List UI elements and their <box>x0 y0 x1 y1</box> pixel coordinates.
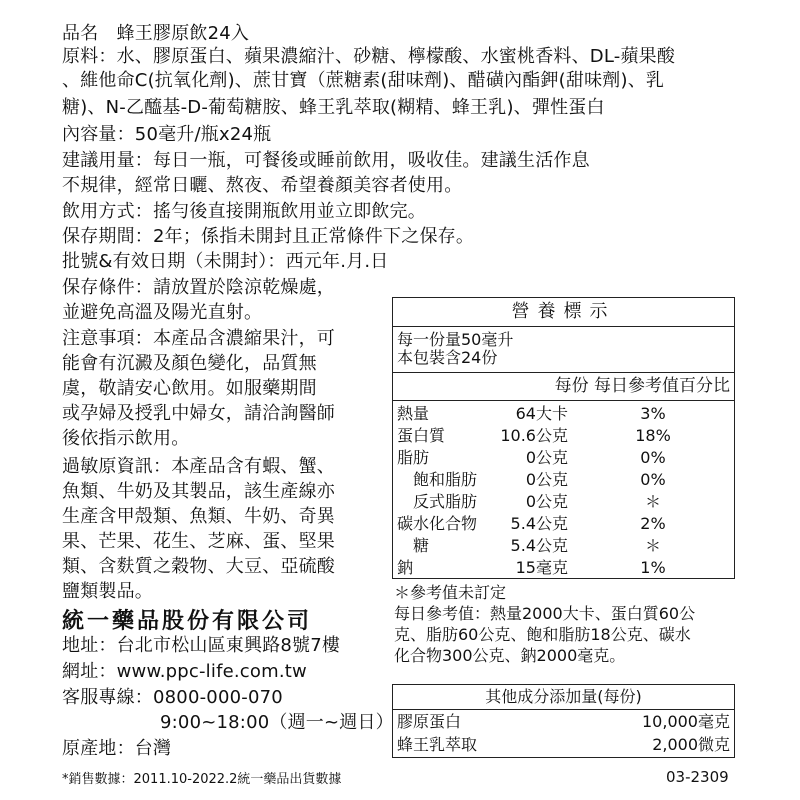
nutrition-panel <box>392 297 735 579</box>
ingredient-name: 蜂王乳萃取 <box>397 735 478 754</box>
nutrient-percent: ＊ <box>644 536 661 555</box>
notice-line-2: 能會有沉澱及顏色變化，品質無 <box>62 353 317 374</box>
nutrient-percent: ＊ <box>644 492 661 511</box>
ingredients-line-2: 、維他命C(抗氧化劑)、蔗甘寶（蔗糖素(甜味劑)、醋磺內酯鉀(甜味劑)、乳 <box>62 70 665 91</box>
nutrition-row <box>393 469 734 491</box>
nutrient-value: 0公克 <box>525 492 568 511</box>
notice-line-5: 後依指示飲用。 <box>62 428 190 449</box>
allergen-line-6: 鹽類製品。 <box>62 581 153 602</box>
nutrition-title: 營養標示 <box>393 298 734 327</box>
allergen-line-2: 魚類、牛奶及其製品，該生產線亦 <box>62 481 335 502</box>
product-code: 03-2309 <box>666 768 729 786</box>
nutrient-name: 糖 <box>397 536 430 555</box>
usage-line-2: 不規律，經常日曬、熬夜、希望養顏美容者使用。 <box>62 175 463 196</box>
nutrient-name: 反式脂肪 <box>397 492 478 511</box>
nutrient-percent: 1% <box>640 558 666 577</box>
allergen-line-4: 果、芒果、花生、芝麻、蛋、堅果 <box>62 531 335 552</box>
storage-line-1: 保存條件：請放置於陰涼乾燥處， <box>62 277 335 298</box>
nutrient-value: 0公克 <box>525 448 568 467</box>
website-text: 網址：www.ppc-life.com.tw <box>62 661 307 682</box>
nutrient-name: 蛋白質 <box>397 426 446 445</box>
nutrition-column-header: 每份 每日參考值百分比 <box>393 373 734 401</box>
nutrient-name: 脂肪 <box>397 448 430 467</box>
nutrition-row <box>393 491 734 513</box>
ingredient-name: 膠原蛋白 <box>397 712 462 731</box>
ingredient-amount: 2,000微克 <box>652 735 730 754</box>
servings-per-pack: 本包裝含24份 <box>397 348 498 367</box>
shelf-life-text: 保存期間：2年；係指未開封且正常條件下之保存。 <box>62 226 475 247</box>
nutrition-row <box>393 557 734 579</box>
ingredients-line-3: 糖)、N-乙醯基-D-葡萄糖胺、蜂王乳萃取(糊精、蜂王乳)、彈性蛋白 <box>62 97 605 118</box>
serving-info <box>393 327 734 373</box>
storage-line-2: 並避免高溫及陽光直射。 <box>62 302 263 323</box>
ingredient-amount: 10,000毫克 <box>642 712 730 731</box>
daily-reference-line-3: 化合物300公克、鈉2000毫克。 <box>394 646 626 665</box>
nutrient-value: 5.4公克 <box>510 536 568 555</box>
nutrient-value: 15毫克 <box>515 558 568 577</box>
nutrition-row <box>393 513 734 535</box>
hotline-text: 客服專線：0800-000-070 <box>62 687 283 708</box>
reference-note: ＊參考值未訂定 <box>394 583 507 602</box>
nutrient-percent: 2% <box>640 514 666 533</box>
allergen-line-3: 生產含甲殼類、魚類、牛奶、奇異 <box>62 506 335 527</box>
allergen-line-1: 過敏原資訊：本產品含有蝦、蟹、 <box>62 456 335 477</box>
other-ingredient-row <box>393 733 734 756</box>
nutrient-percent: 18% <box>635 426 671 445</box>
nutrient-value: 64大卡 <box>515 404 568 423</box>
nutrient-name: 熱量 <box>397 404 430 423</box>
nutrient-percent: 0% <box>640 448 666 467</box>
batch-text: 批號&有效日期（未開封）：西元年.月.日 <box>62 251 389 272</box>
daily-reference-line-1: 每日參考值：熱量2000大卡、蛋白質60公 <box>394 604 696 623</box>
nutrition-row <box>393 403 734 425</box>
address-text: 地址：台北市松山區東興路8號7樓 <box>62 635 341 656</box>
daily-reference-line-2: 克、脂肪60公克、飽和脂肪18公克、碳水 <box>394 625 691 644</box>
nutrient-name: 碳水化合物 <box>397 514 478 533</box>
sales-note: *銷售數據：2011.10-2022.2統一藥品出貨數據 <box>62 772 342 787</box>
nutrient-value: 10.6公克 <box>500 426 568 445</box>
serving-size: 每一份量50毫升 <box>397 330 514 349</box>
volume-text: 內容量：50毫升/瓶x24瓶 <box>62 124 272 145</box>
nutrient-value: 0公克 <box>525 470 568 489</box>
nutrition-row <box>393 535 734 557</box>
notice-line-4: 或孕婦及授乳中婦女，請洽詢醫師 <box>62 403 335 424</box>
origin-text: 原產地：台灣 <box>62 738 172 759</box>
nutrition-row <box>393 425 734 447</box>
method-text: 飲用方式：搖勻後直接開瓶飲用並立即飲完。 <box>62 201 426 222</box>
ingredients-line-1: 原料：水、膠原蛋白、蘋果濃縮汁、砂糖、檸檬酸、水蜜桃香料、DL-蘋果酸 <box>62 46 676 67</box>
product-name: 品名 蜂王膠原飲24入 <box>62 23 250 44</box>
usage-line-1: 建議用量：每日一瓶，可餐後或睡前飲用，吸收佳。建議生活作息 <box>62 150 590 171</box>
other-ingredients-panel <box>392 684 735 758</box>
allergen-line-5: 類、含麩質之穀物、大豆、亞硫酸 <box>62 556 335 577</box>
nutrient-name: 鈉 <box>397 558 414 577</box>
company-name: 統一藥品股份有限公司 <box>62 609 313 634</box>
other-ingredients-title: 其他成分添加量(每份) <box>393 685 734 710</box>
nutrient-percent: 3% <box>640 404 666 423</box>
other-ingredient-row <box>393 710 734 733</box>
nutrient-value: 5.4公克 <box>510 514 568 533</box>
nutrient-percent: 0% <box>640 470 666 489</box>
nutrient-name: 飽和脂肪 <box>397 470 478 489</box>
notice-line-1: 注意事項：本產品含濃縮果汁，可 <box>62 328 335 349</box>
notice-line-3: 虞，敬請安心飲用。如服藥期間 <box>62 378 317 399</box>
service-hours: 9:00~18:00（週一~週日） <box>160 712 394 733</box>
nutrition-row <box>393 447 734 469</box>
